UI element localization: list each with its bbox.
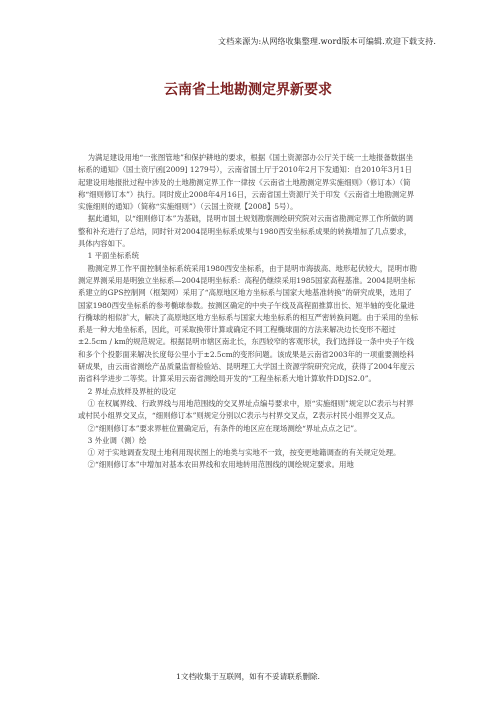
paragraph-intro: 为满足建设用地“一张图管地”和保护耕地的要求，根据《国土资源部办公厅关于统一土地报备数据坐标系的通知》（国土资厅函[2009] 1279号），云南省国土厅于2010年2月下发通知：自2010年3月1日起建设用地报批过程中涉及的土地勘测定界工作一律按《云南省土地勘测定界实施细则》（修订本）（简称“细则修订本”）执行。同时废止2008年4月16日，云南省国土资源厅关于印发《云南省土地勘测定界实施细则的通知》（简称“实施细则”）（云国土资规【2008】5号）。 (78, 153, 415, 212)
paragraph-boundary-point-numbering: ① 在权属界线、行政界线与用地范围线的交叉界址点编号要求中，原“实施细则”规定以C表示与村界或村民小组界交叉点，“细则修订本”则规定分别以C表示与村界交叉点，Z表示村民小组界交叉点。 (78, 398, 414, 421)
paragraph-field-survey-2: ②“细则修订本”中增加对基本农田界线和农用地转用范围线的调绘规定要求。用地 (87, 460, 354, 470)
footer-note: 1文档收集于互联网，如有不妥请联系删除. (176, 672, 320, 681)
section-heading-2: 2 界址点放样及界桩的设定 (87, 386, 176, 396)
header-source-note: 文档来源为:从网络收集整理.word版本可编辑.欢迎下载支持. (217, 37, 436, 46)
section-heading-3: 3 外业调（测）绘 (87, 435, 147, 445)
document-title: 云南省土地勘测定界新要求 (164, 82, 332, 98)
document-body (78, 152, 418, 472)
paragraph-summary: 据此通知，以“细则修订本”为基础，昆明市国土规划勘察测绘研究院对云南省勘测定界工作所做的调整和补充进行了总结，同时针对2004昆明坐标系成果与1980西安坐标系成果的转换增加了几点要求，具体内容如下。 (78, 214, 413, 249)
section-heading-1: 1 平面坐标系统 (87, 251, 140, 261)
paragraph-boundary-marker: ②“细则修订本”要求界桩位置确定后，有条件的地区应在现场测绘“界址点点之记”。 (87, 423, 362, 433)
paragraph-coordinate-system: 勘测定界工作平面控制坐标系统采用1980西安坐标系，由于昆明市海拔高、地形起伏较大，昆明市勘测定界测采用是明独立坐标系—2004昆明坐标系：高程仍继续采用1985国家高程基准。2004昆明坐标系建立的GPS控制网（框架网）采用了“高原地区地方坐标系与国家大地基准转换”的研究成果，选用了国家1980西安坐标系的参考椭球参数。按测区确定的中央子午线及高程面推算出长、短半轴的变化量进行椭球的相似扩大，解决了高原地区地方坐标系与国家大地坐标系的相互严密转换问题。由于采用的坐标系是一种大地坐标系，因此，可采取换带计算或确定不同工程椭球面的方法来解决边长变形不超过±2.5cm / km的规范规定。根据昆明市辖区南北长，东西较窄的客观形状，我们选择设一条中央子午线和多个个投影面来解决长度每公里小于±2.5cm的变形问题。该成果是云南省2003年的一项重要测绘科研成果，由云南省测绘产品质量监督检验站、昆明理工大学国土资源学院研究完成，获得了2004年度云南省科学进步二等奖。计算采用云南省测绘局开发的“工程坐标系大地计算软件DDJS2.0”。 (78, 263, 418, 384)
paragraph-field-survey-1: ① 对于实地调查发现土地利用现状图上的地类与实地不一致，按变更地籍调查的有关规定处理。 (87, 448, 401, 458)
